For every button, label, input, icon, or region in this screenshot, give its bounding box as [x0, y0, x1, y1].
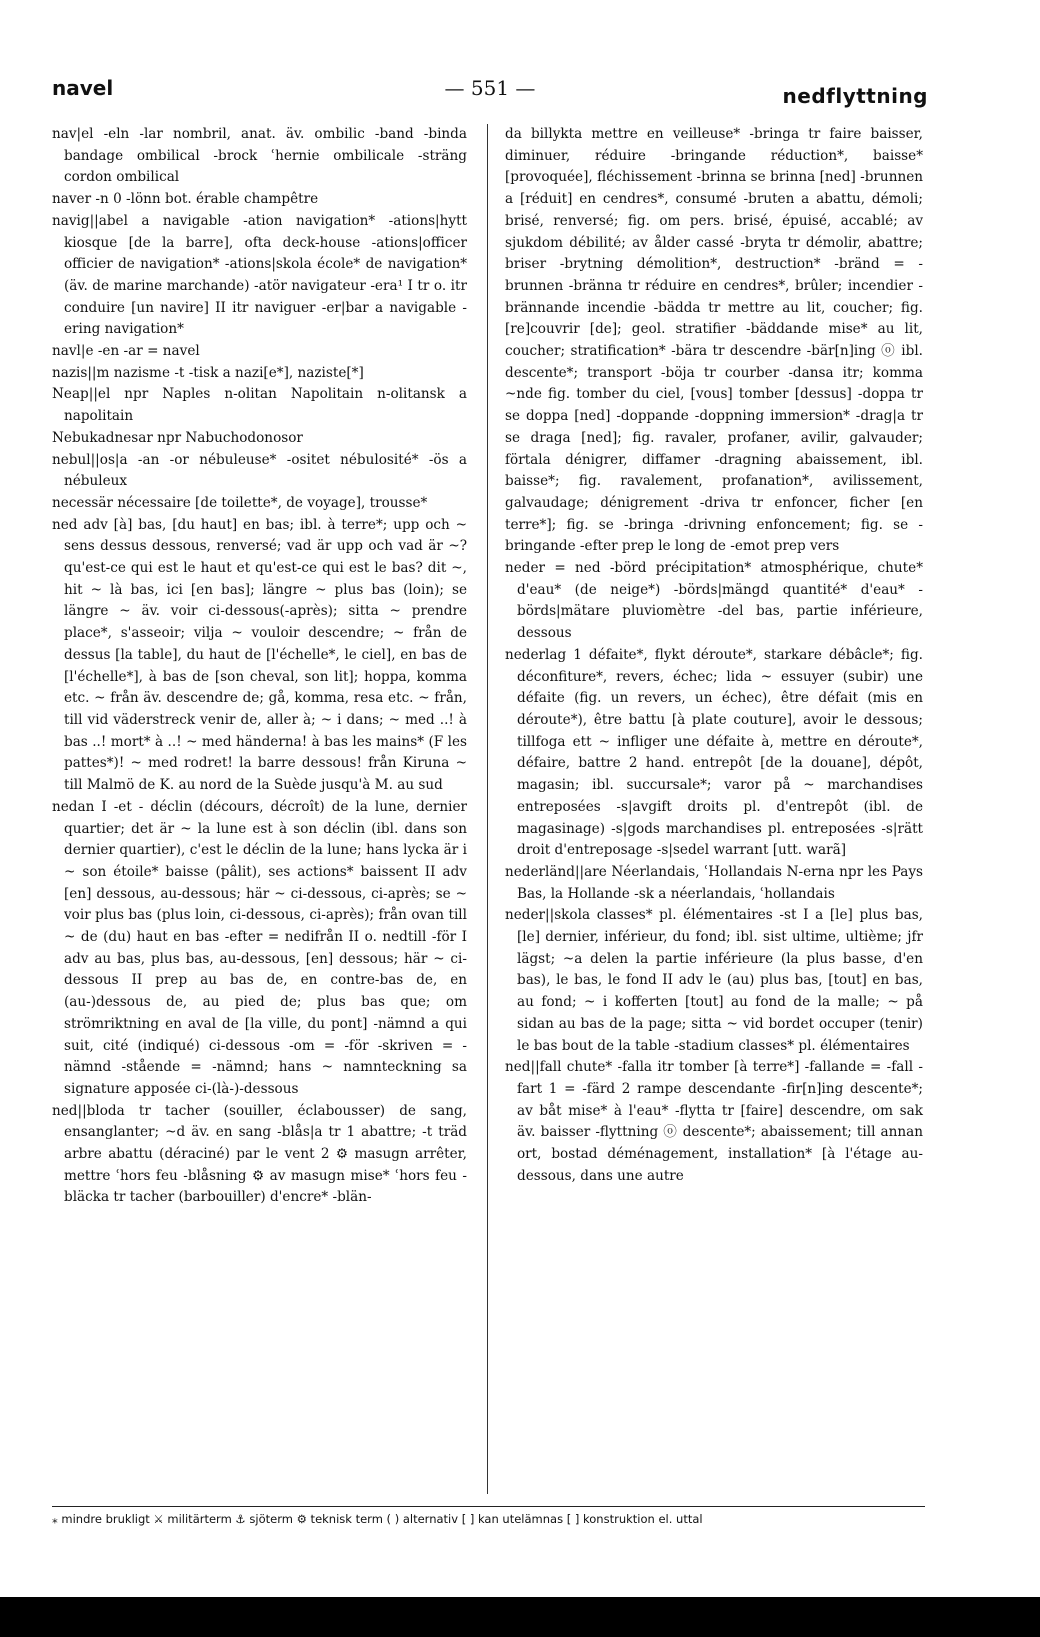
footer-rule — [52, 1506, 925, 1507]
right-column — [505, 124, 923, 1187]
page-header — [52, 70, 928, 110]
symbol-legend: ⁎ mindre brukligt ⚔ militärterm ⚓ sjöterm ⚙ teknisk term ( ) alternativ [ ] kan utelämnas [ ] konstruktion el. uttal — [52, 1512, 703, 1526]
entry-nedfall: ned||fall chute* -falla itr tomber [à terre*] -fallande = -fall -fart 1 = -färd 2 rampe descendante -fir[n]ing descente*; av båt mise* à l'eau* -flytta tr [faire] descendre, om sak äv. baisser -flyttning ⓞ descente*; abaissement; till annan ort, bostad déménagement, installation* [à l'étage au-dessous, dans une autre — [505, 1059, 923, 1184]
entry-nederlag: nederlag 1 défaite*, flykt déroute*, starkare débâcle*; fig. déconfiture*, revers, échec; lida ~ essuyer (subir) une défaite (fig. un revers, un échec), être défait (mis en déroute*), être battu [à plate couture], avoir le dessous; tillfoga ett ~ infliger une défaite à, mettre en déroute*, défaire, battre 2 hand. entrepôt [de la douane], dépôt, magasin; ibl. succursale*; varor på ~ marchandises entreposées -s|avgift droits pl. d'entrepôt (ibl. de magasinage) -s|gods marchandises pl. entreposées -s|rätt droit d'entreposage -s|sedel warrant [utt. warã] — [505, 646, 923, 859]
column-divider — [487, 124, 488, 1494]
entry-necessar: necessär nécessaire [de toilette*, de voyage], trousse* — [52, 494, 428, 511]
entry-navle: navl|e -en -ar = navel — [52, 343, 200, 360]
scan-border — [0, 1597, 1040, 1637]
entry-nederlandare: nederländ||are Néerlandais, ʿHollandais N-erna npr les Pays Bas, la Hollande -sk a néerlandais, ʿhollandais — [505, 863, 923, 902]
entry-nedbloda: ned||bloda tr tacher (souiller, éclabousser) de sang, ensanglanter; ~d äv. en sang -blås|a tr 1 abattre; -t träd arbre abattu (déraciné) par le vent 2 ⚙ masugn arrêter, mettre ʿhors feu -blåsning ⚙ av masugn mise* ʿhors feu -bläcka tr tacher (barbouiller) d'encre* -blän- — [52, 1102, 467, 1206]
entry-neder: neder = ned -börd précipitation* atmosphérique, chute* d'eau* (de neige*) -börds|mängd quantité* d'eau* -börds|mätare pluviomètre -del bas, partie inférieure, dessous — [505, 560, 923, 642]
entry-nebulosa: nebul||os|a -an -or nébuleuse* -ositet nébulosité* -ös a nébuleux — [52, 451, 467, 490]
entry-nedan: nedan I -et - déclin (décours, décroît) de la lune, dernier quartier; det är ~ la lune est à son déclin (ibl. dans son dernier quartier), c'est le déclin de la lune; hans lycka är i ~ son étoile* baisse (pâlit), ses actions* baissent II adv [en] dessous, au-dessous; här ~ ci-dessous, ci-après; se ~ voir plus bas (plus loin, ci-dessous, ci-après); från ovan till ~ de (du) haut en bas -efter = nedifrån II o. nedtill -för I adv au bas, plus bas, au-dessous, [en] dessous; här ~ ci-dessous II prep au bas de, en contre-bas de, en (au-)dessous de, au pied de; plus bas que; om strömriktning en aval de [la ville, du pont] -nämnd a qui suit, cité (indiqué) ci-dessous -om = -för -skriven = -nämnd -stående = -nämnd; hans ~ namnteckning sa signature apposée ci-(là-)-dessous — [52, 798, 467, 1097]
entry-nederskola: neder||skola classes* pl. élémentaires -st I a [le] plus bas, [le] dernier, inférieur, du fond; ibl. sist ultime, ultième; jfr lägst; ~a delen la partie inférieure (la plus basse, d'en bas), le bas, le fond II adv le (au) plus bas, [tout] en bas, au fond; ~ i kofferten [tout] au fond de la malle; ~ på sidan au bas de la page; sitta ~ vid bordet occuper (tenir) le bas bout de la table -stadium classes* pl. élémentaires — [505, 907, 923, 1054]
entry-naver: naver -n 0 -lönn bot. érable champêtre — [52, 191, 319, 208]
left-column — [52, 124, 467, 1209]
entry-ned: ned adv [à] bas, [du haut] en bas; ibl. à terre*; upp och ~ sens dessus dessous, renversé; vad är upp och vad är ~? qu'est-ce qui est le haut et qu'est-ce qui est le bas? dit ~, hit ~ là bas, ici [en bas]; längre ~ plus bas (loin); se längre ~ äv. voir ci-dessous(-après); sitta ~ prendre place*, s'asseoir; vilja ~ vouloir descendre; ~ från de dessus [la table], du haut de [l'échelle*, le ciel], en bas de [l'échelle*], à bas de [son cheval, son lit]; hoppa, komma etc. ~ från äv. descendre de; gå, komma, resa etc. ~ från, till vid väderstreck venir de, aller à; ~ i dans; ~ med ..! à bas ..! mort* à ..! ~ med händerna! à bas les mains* (F les pattes*)! ~ med rodret! la barre dessous! från Kiruna ~ till Malmö de K. au nord de la Suède jusqu'à M. au sud — [52, 516, 467, 794]
entry-nazism: nazis||m nazisme -t -tisk a nazi[e*], naziste[*] — [52, 364, 364, 381]
right-guide-word: nedflyttning — [782, 84, 928, 108]
entry-navel: nav|el -eln -lar nombril, anat. äv. ombilic -band -binda bandage ombilical -brock ʿhernie ombilicale -sträng cordon ombilical — [52, 126, 467, 186]
page-number: — 551 — — [444, 76, 536, 100]
entry-neapel: Neap||el npr Naples n-olitan Napolitain n-olitansk a napolitain — [52, 386, 467, 425]
entry-continued-ned: da billykta mettre en veilleuse* -bringa tr faire baisser, diminuer, réduire -bringande réduction*, baisse* [provoquée], fléchissement -brinna se brinna [ned] -brunnen a [réduit] en cendres*, consumé -bruten a abattu, démoli; brisé, renversé; fig. om pers. brisé, épuisé, accablé; av sjukdom débilité; av ålder cassé -bryta tr démolir, abattre; briser -brytning démolition*, destruction* -bränd = -brunnen -bränna tr réduire en cendres*, brûler; incendier -brännande incendie -bädda tr mettre au lit, coucher; fig. [re]couvrir [de]; geol. stratifier -bäddande mise* au lit, coucher; stratification* -bära tr descendre -bär[n]ing ⓞ ibl. descente*; transport -böja tr courber -dansa itr; komma ~nde fig. tomber du ciel, [vous] tomber [dessus] -doppa tr se doppa [ned] -doppande -doppning immersion* -drag|a tr se draga [ned]; fig. ravaler, profaner, avilir, galvauder; förtala dénigrer, diffamer -dragning abaissement, ibl. baisse*; fig. ravalement, profanation*, avilissement, galvaudage; dénigrement -driva tr enfoncer, ficher [en terre*]; fig. se -bringa -drivning enfoncement; fig. se -bringande -efter prep le long de -emot prep vers — [505, 126, 923, 555]
entry-navigabel: navig||abel a navigable -ation navigation* -ations|hytt kiosque [de la barre], ofta deck-house -ations|officer officier de navigation* -ations|skola école* de navigation* (äv. de marine marchande) -atör navigateur -era¹ I tr o. itr conduire [un navire] II itr naviguer -er|bar a navigable -ering navigation* — [52, 212, 467, 338]
left-guide-word: navel — [52, 76, 114, 100]
entry-nebukadnesar: Nebukadnesar npr Nabuchodonosor — [52, 429, 303, 446]
